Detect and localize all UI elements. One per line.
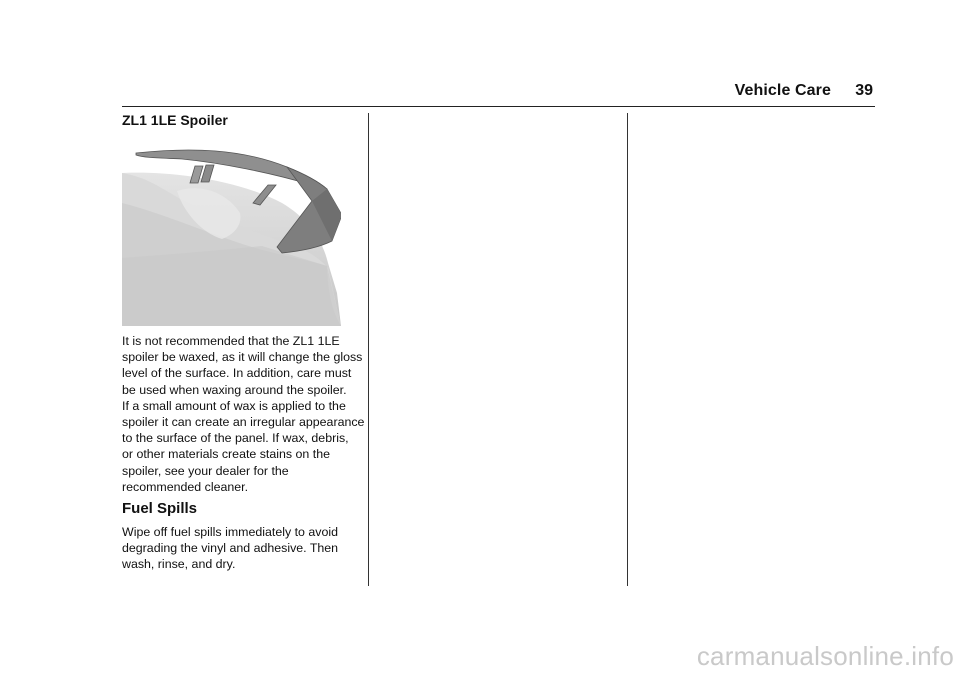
paragraph-line: spoiler be waxed, as it will change the gloss xyxy=(122,350,363,365)
paragraph-line: spoiler it can create an irregular appearance xyxy=(122,415,365,430)
paragraph-line: recommended cleaner. xyxy=(122,479,249,494)
paragraph-line: degrading the vinyl and adhesive. Then xyxy=(122,541,339,556)
fuel-spills-paragraph xyxy=(122,524,367,573)
paragraph-line: to the surface of the panel. If wax, debris, xyxy=(122,431,349,446)
spoiler-paragraph xyxy=(122,333,367,495)
paragraph-line: spoiler, see your dealer for the xyxy=(122,463,289,478)
paragraph-line: wash, rinse, and dry. xyxy=(122,557,236,572)
paragraph-line: level of the surface. In addition, care must xyxy=(122,366,352,381)
watermark-text: carmanualsonline.info xyxy=(696,641,954,671)
page-header xyxy=(122,80,875,107)
spoiler-illustration-svg xyxy=(122,143,341,326)
paragraph-line: Wipe off fuel spills immediately to avoid xyxy=(122,525,339,539)
paragraph-line: or other materials create stains on the xyxy=(122,447,330,462)
page-number: 39 xyxy=(855,82,873,99)
header-section-title: Vehicle Care xyxy=(734,82,831,99)
paragraph-line: It is not recommended that the ZL1 1LE xyxy=(122,334,340,348)
column-divider-right xyxy=(627,113,628,586)
fuel-spills-title: Fuel Spills xyxy=(122,500,198,517)
spoiler-section-title: ZL1 1LE Spoiler xyxy=(122,112,228,128)
paragraph-line: be used when waxing around the spoiler. xyxy=(122,382,347,397)
spoiler-illustration xyxy=(122,143,341,326)
column-divider-left xyxy=(368,113,369,586)
paragraph-line: If a small amount of wax is applied to the xyxy=(122,398,346,413)
